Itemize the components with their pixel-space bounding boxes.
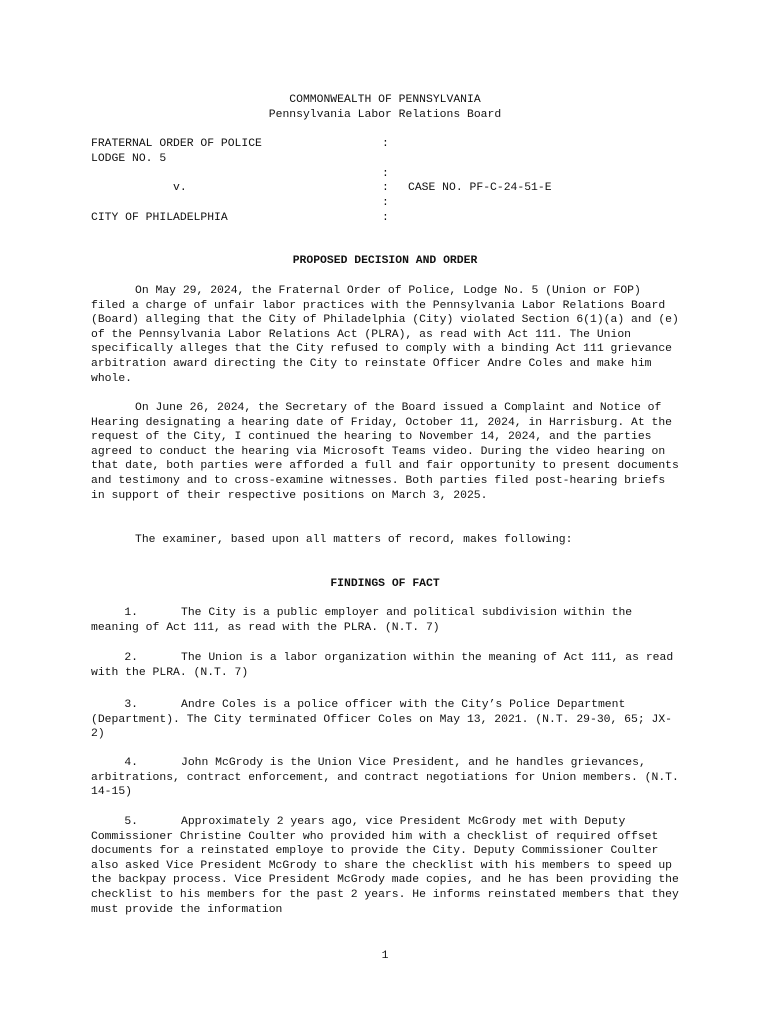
finding-item <box>91 651 681 680</box>
caption-party1-line1: FRATERNAL ORDER OF POLICE <box>91 138 262 150</box>
finding-number: 5. <box>124 816 138 828</box>
caption-colon: : <box>382 212 389 224</box>
findings-heading: FINDINGS OF FACT <box>330 578 440 590</box>
finding-text: Andre Coles is a police officer with the City’s Police Department (Department). The City terminated Officer Coles on May 13, 2021. (N.T. 29-30, 65; JX-2) <box>91 699 673 741</box>
header-board: Pennsylvania Labor Relations Board <box>268 109 502 121</box>
finding-text: Approximately 2 years ago, vice President McGrody met with Deputy Commissioner Christine Coulter who provided him with a checklist of required offset documents for a reinstated employe to provide the City. Deputy Commissioner Coulter also asked Vice President McGrody to share the checklist with his members to speed up the backpay process. Vice President McGrody made copies, and he has been providing the checklist to his members for the past 2 years. He informs reinstated members that they must provide the information <box>91 816 679 916</box>
finding-text: The City is a public employer and political subdivision within the meaning of Act 111, as read with the PLRA. (N.T. 7) <box>91 607 633 634</box>
caption-colon: : <box>382 182 389 194</box>
finding-item <box>91 815 681 917</box>
caption-colon: : <box>382 168 389 180</box>
caption-party2: CITY OF PHILADELPHIA <box>91 212 228 224</box>
paragraph-text: On May 29, 2024, the Fraternal Order of Police, Lodge No. 5 (Union or FOP) filed a charge of unfair labor practices with the Pennsylvania Labor Relations Board (Board) alleging that the City of Philadelphia (City) violated Section 6(1)(a) and (e) of the Pennsylvania Labor Relations Act (PLRA), as read with Act 111. The Union specifically alleges that the City refused to comply with a binding Act 111 grievance arbitration award directing the City to reinstate Officer Andre Coles and make him whole. <box>91 285 679 385</box>
paragraph-examiner <box>91 533 681 548</box>
page-number: 1 <box>381 950 389 962</box>
header-commonwealth: COMMONWEALTH OF PENNSYLVANIA <box>289 94 481 106</box>
finding-number: 1. <box>124 607 138 619</box>
caption-colon: : <box>382 197 389 209</box>
paragraph-intro <box>91 284 681 386</box>
paragraph-procedural <box>91 401 681 503</box>
finding-item <box>91 698 681 742</box>
finding-number: 3. <box>124 699 138 711</box>
caption-party1-line2: LODGE NO. 5 <box>91 153 167 165</box>
document-title: PROPOSED DECISION AND ORDER <box>292 255 478 267</box>
finding-item <box>91 756 681 800</box>
finding-number: 4. <box>124 757 138 769</box>
finding-number: 2. <box>124 652 138 664</box>
finding-text: John McGrody is the Union Vice President, and he handles grievances, arbitrations, contract enforcement, and contract negotiations for Union members. (N.T. 14-15) <box>91 757 679 799</box>
finding-text: The Union is a labor organization within the meaning of Act 111, as read with the PLRA. (N.T. 7) <box>91 652 674 679</box>
finding-item <box>91 606 681 635</box>
caption-colon: : <box>382 138 389 150</box>
case-number: CASE NO. PF-C-24-51-E <box>408 182 552 194</box>
caption-versus: v. <box>173 182 187 194</box>
paragraph-text: On June 26, 2024, the Secretary of the Board issued a Complaint and Notice of Hearing designating a hearing date of Friday, October 11, 2024, in Harrisburg. At the request of the City, I continued the hearing to November 14, 2024, and the parties agreed to conduct the hearing via Microsoft Teams video. During the video hearing on that date, both parties were afforded a full and fair opportunity to present documents and testimony and to cross-examine witnesses. Both parties filed post-hearing briefs in support of their respective positions on March 3, 2025. <box>91 402 679 502</box>
paragraph-text: The examiner, based upon all matters of record, makes following: <box>135 534 573 546</box>
